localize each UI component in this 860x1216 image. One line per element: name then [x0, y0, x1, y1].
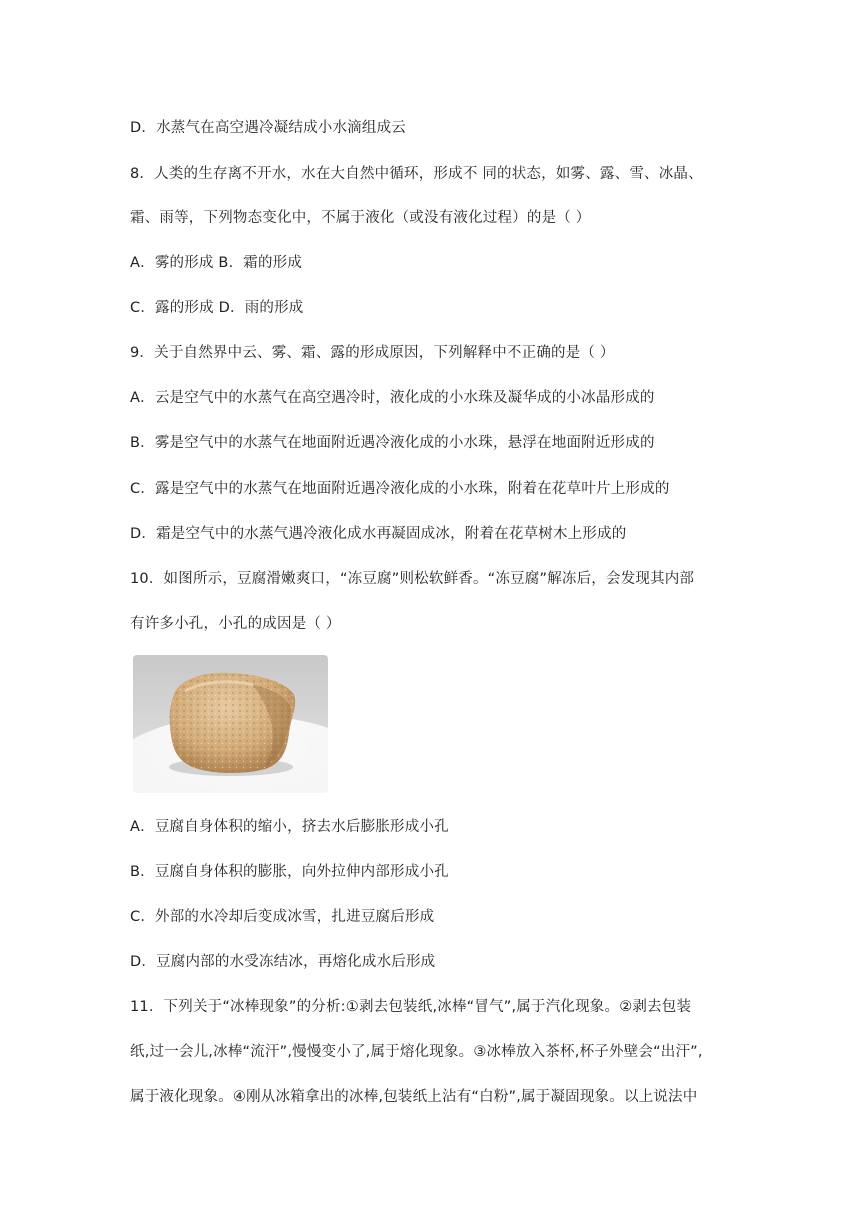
- q11-stem-line-2: 纸,过一会儿,冰棒“流汗”,慢慢变小了,属于熔化现象。③冰棒放入茶杯,杯子外壁会“出汗”,: [130, 1044, 703, 1060]
- q11-stem-line-3: 属于液化现象。④刚从冰箱拿出的冰棒,包装纸上沾有“白粉”,属于凝固现象。以上说法中: [130, 1089, 698, 1105]
- q9-option-a: A．云是空气中的水蒸气在高空遇冷时，液化成的小水珠及凝华成的小冰晶形成的: [130, 390, 655, 406]
- q10-option-b: B．豆腐自身体积的膨胀，向外拉伸内部形成小孔: [130, 864, 449, 880]
- q8-stem-line-1: 8．人类的生存离不开水，水在大自然中循环，形成不 同的状态，如雾、露、雪、冰晶、: [130, 166, 703, 182]
- q8-options-ab: A．雾的形成 B．霜的形成: [130, 255, 303, 271]
- q9-stem: 9．关于自然界中云、雾、霜、露的形成原因，下列解释中不正确的是（ ）: [130, 345, 615, 361]
- q10-option-c: C．外部的水冷却后变成冰雪，扎进豆腐后形成: [130, 909, 435, 925]
- q9-option-b: B．雾是空气中的水蒸气在地面附近遇冷液化成的小水珠，悬浮在地面附近形成的: [130, 435, 655, 451]
- q7-option-d: D．水蒸气在高空遇冷凝结成小水滴组成云: [130, 120, 406, 136]
- q11-stem-line-1: 11．下列关于“冰棒现象”的分析:①剥去包装纸,冰棒“冒气”,属于汽化现象。②剥去包装: [130, 999, 692, 1015]
- q10-option-d: D．豆腐内部的水受冻结冰，再熔化成水后形成: [130, 954, 436, 970]
- q10-stem-line-1: 10．如图所示，豆腐滑嫩爽口，“冻豆腐”则松软鲜香。“冻豆腐”解冻后，会发现其内部: [130, 571, 695, 587]
- q9-option-c: C．露是空气中的水蒸气在地面附近遇冷液化成的小水珠，附着在花草叶片上形成的: [130, 481, 670, 497]
- q9-option-d: D．霜是空气中的水蒸气遇冷液化成水再凝固成冰，附着在花草树木上形成的: [130, 526, 627, 542]
- q10-option-a: A．豆腐自身体积的缩小，挤去水后膨胀形成小孔: [130, 819, 449, 835]
- frozen-tofu-photo: [133, 655, 328, 793]
- q8-stem-line-2: 霜、雨等，下列物态变化中，不属于液化（或没有液化过程）的是（ ）: [130, 210, 591, 226]
- q10-stem-line-2: 有许多小孔，小孔的成因是（ ）: [130, 616, 341, 632]
- q8-options-cd: C．露的形成 D．雨的形成: [130, 300, 304, 316]
